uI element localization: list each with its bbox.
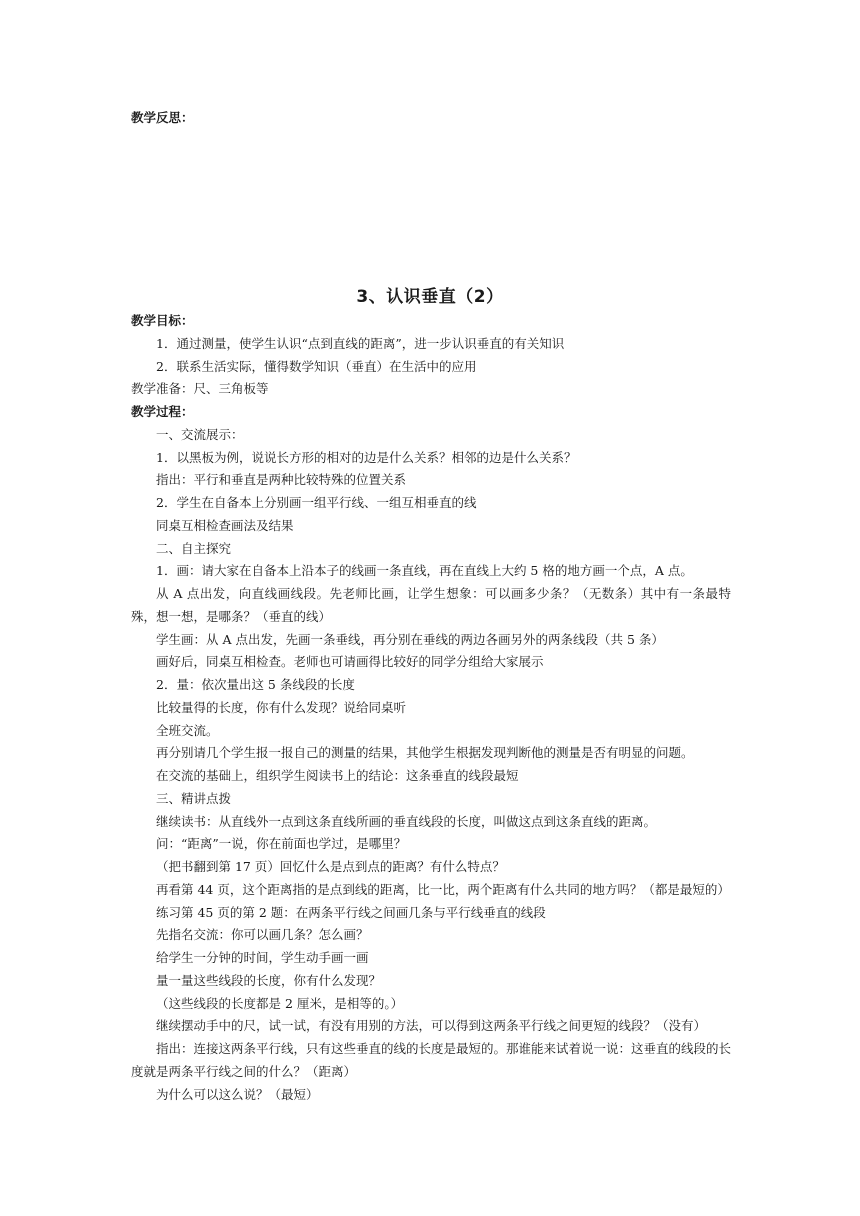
lesson-title: 3、认识垂直（2） bbox=[356, 287, 504, 307]
teaching-preparation: 教学准备：尺、三角板等 bbox=[131, 381, 269, 397]
paragraph: 为什么可以这么说？（最短） bbox=[156, 1086, 319, 1102]
teaching-reflection-label: 教学反思： bbox=[131, 110, 194, 125]
paragraph: 给学生一分钟的时间，学生动手画一画 bbox=[156, 950, 369, 965]
paragraph: 继续摆动手中的尺，试一试，有没有用别的方法，可以得到这两条平行线之间更短的线段？（没有） bbox=[156, 1018, 707, 1034]
process-label: 教学过程： bbox=[131, 404, 194, 419]
paragraph: 量一量这些线段的长度，你有什么发现？ bbox=[156, 972, 382, 988]
section-heading: 二、自主探究 bbox=[156, 540, 232, 556]
paragraph: 再看第 44 页，这个距离指的是点到线的距离，比一比，两个距离有什么共同的地方吗？（都是最短的） bbox=[156, 881, 730, 897]
paragraph: 在交流的基础上，组织学生阅读书上的结论：这条垂直的线段最短 bbox=[156, 768, 519, 783]
paragraph: 先指名交流：你可以画几条？怎么画？ bbox=[156, 927, 369, 943]
paragraph: 2．量：依次量出这 5 条线段的长度 bbox=[156, 677, 355, 692]
paragraph: 1．以黑板为例，说说长方形的相对的边是什么关系？相邻的边是什么关系？ bbox=[156, 449, 577, 465]
goal-item: 2．联系生活实际，懂得数学知识（垂直）在生活中的应用 bbox=[156, 358, 477, 374]
lesson-body bbox=[131, 310, 731, 1106]
paragraph: （这些线段的长度都是 2 厘米，是相等的。） bbox=[156, 995, 404, 1011]
goals-label: 教学目标： bbox=[131, 313, 194, 328]
goal-item: 1．通过测量，使学生认识“点到直线的距离”，进一步认识垂直的有关知识 bbox=[156, 335, 565, 351]
paragraph: 同桌互相检查画法及结果 bbox=[156, 517, 294, 533]
paragraph: 指出：平行和垂直是两种比较特殊的位置关系 bbox=[156, 472, 407, 488]
paragraph: 学生画：从 A 点出发，先画一条垂线，再分别在垂线的两边各画另外的两条线段（共 5 条） bbox=[156, 631, 664, 647]
paragraph: 2．学生在自备本上分别画一组平行线、一组互相垂直的线 bbox=[156, 495, 477, 510]
paragraph: 1．画：请大家在自备本上沿本子的线画一条直线，再在直线上大约 5 格的地方画一个点，A 点。 bbox=[156, 563, 693, 579]
paragraph: 继续读书：从直线外一点到这条直线所画的垂直线段的长度，叫做这点到这条直线的距离。 bbox=[156, 813, 657, 829]
section-heading: 三、精讲点拨 bbox=[156, 790, 232, 806]
paragraph: 比较量得的长度，你有什么发现？说给同桌听 bbox=[156, 699, 407, 715]
paragraph: 指出：连接这两条平行线，只有这些垂直的线的长度是最短的。那谁能来试着说一说：这垂直的线段的长度就是两条平行线之间的什么？（距离） bbox=[131, 1041, 732, 1079]
paragraph: 再分别请几个学生报一报自己的测量的结果，其他学生根据发现判断他的测量是否有明显的问题。 bbox=[156, 745, 694, 761]
section-heading: 一、交流展示： bbox=[156, 426, 244, 442]
paragraph: （把书翻到第 17 页）回忆什么是点到点的距离？有什么特点？ bbox=[156, 859, 505, 874]
paragraph: 全班交流。 bbox=[156, 722, 219, 738]
paragraph: 问：“距离”一说，你在前面也学过，是哪里？ bbox=[156, 836, 407, 852]
paragraph: 练习第 45 页的第 2 题：在两条平行线之间画几条与平行线垂直的线段 bbox=[156, 904, 546, 920]
paragraph: 从 A 点出发，向直线画线段。先老师比画，让学生想象：可以画多少条？（无数条）其中有一条最特殊，想一想，是哪条？（垂直的线） bbox=[131, 586, 731, 624]
paragraph: 画好后，同桌互相检查。老师也可请画得比较好的同学分组给大家展示 bbox=[156, 654, 544, 670]
